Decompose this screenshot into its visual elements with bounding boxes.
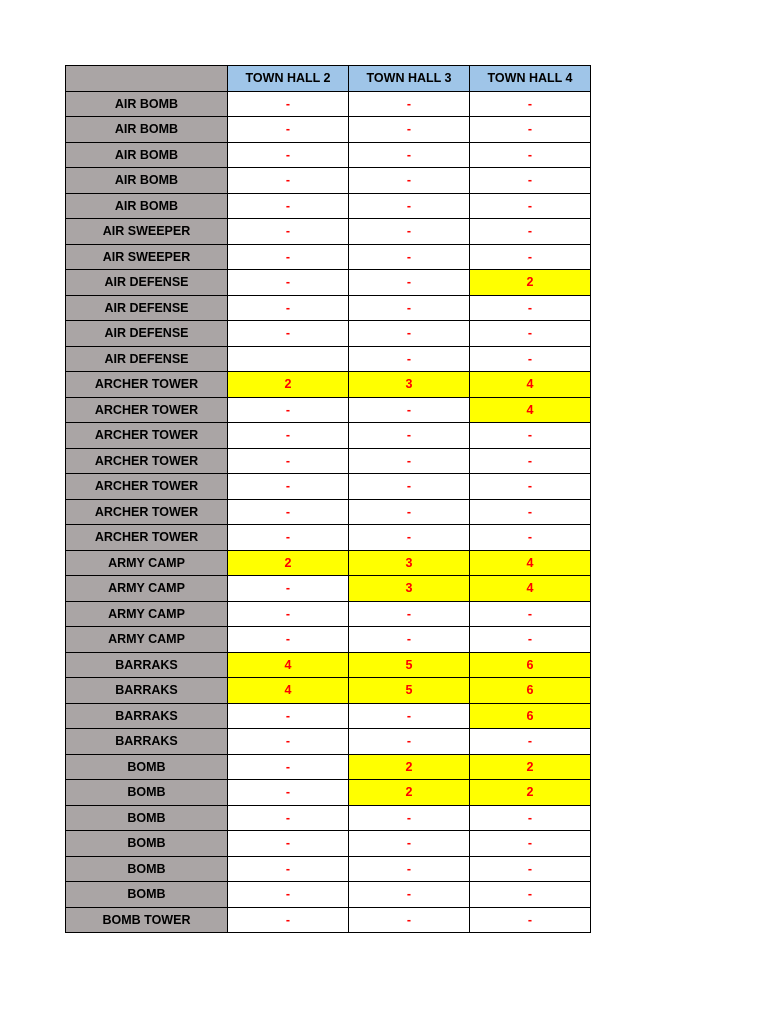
count-cell-town-hall-2: - [228,423,349,449]
building-name-cell: BOMB [66,805,228,831]
table-row [66,805,591,831]
count-cell-town-hall-3: - [349,117,470,143]
count-cell-town-hall-4: 6 [470,652,591,678]
count-cell-town-hall-2: 4 [228,652,349,678]
table-row [66,321,591,347]
count-cell-town-hall-3: - [349,601,470,627]
count-cell-town-hall-3: - [349,91,470,117]
count-cell-town-hall-2: - [228,780,349,806]
count-cell-town-hall-4: - [470,142,591,168]
count-cell-town-hall-3: 5 [349,678,470,704]
count-cell-town-hall-4: - [470,244,591,270]
count-cell-town-hall-3: - [349,346,470,372]
count-cell-town-hall-2: - [228,193,349,219]
building-name-cell: BOMB [66,831,228,857]
count-cell-town-hall-2: - [228,805,349,831]
table-row [66,525,591,551]
count-cell-town-hall-4: 6 [470,703,591,729]
table-row [66,576,591,602]
building-name-cell: AIR DEFENSE [66,295,228,321]
building-name-cell: AIR SWEEPER [66,244,228,270]
table-row [66,372,591,398]
count-cell-town-hall-4: 4 [470,397,591,423]
count-cell-town-hall-2: - [228,321,349,347]
count-cell-town-hall-2: 2 [228,550,349,576]
table-row [66,780,591,806]
building-name-cell: BOMB [66,856,228,882]
count-cell-town-hall-2: - [228,295,349,321]
count-cell-town-hall-2: 4 [228,678,349,704]
count-cell-town-hall-3: - [349,703,470,729]
count-cell-town-hall-2: - [228,499,349,525]
count-cell-town-hall-4: - [470,627,591,653]
building-name-cell: ARMY CAMP [66,627,228,653]
count-cell-town-hall-4: - [470,346,591,372]
table-row [66,729,591,755]
building-name-cell: AIR DEFENSE [66,270,228,296]
count-cell-town-hall-3: - [349,219,470,245]
count-cell-town-hall-4: - [470,805,591,831]
table-row [66,703,591,729]
table-row [66,295,591,321]
count-cell-town-hall-3: - [349,448,470,474]
count-cell-town-hall-2: - [228,576,349,602]
table-row [66,474,591,500]
building-name-cell: AIR DEFENSE [66,346,228,372]
building-name-cell: ARMY CAMP [66,576,228,602]
count-cell-town-hall-4: 2 [470,780,591,806]
count-cell-town-hall-3: 3 [349,372,470,398]
count-cell-town-hall-3: - [349,321,470,347]
building-name-cell: ARCHER TOWER [66,423,228,449]
building-name-cell: BOMB [66,882,228,908]
count-cell-town-hall-3: - [349,856,470,882]
count-cell-town-hall-3: - [349,244,470,270]
table-row [66,678,591,704]
count-cell-town-hall-3: - [349,168,470,194]
count-cell-town-hall-4: - [470,193,591,219]
table-row [66,448,591,474]
count-cell-town-hall-2: - [228,525,349,551]
count-cell-town-hall-2: - [228,907,349,933]
header-row [66,66,591,92]
count-cell-town-hall-4: - [470,117,591,143]
building-name-cell: AIR BOMB [66,91,228,117]
count-cell-town-hall-3: 3 [349,576,470,602]
building-name-cell: ARCHER TOWER [66,372,228,398]
corner-cell [66,66,228,92]
count-cell-town-hall-2: - [228,168,349,194]
table-row [66,91,591,117]
building-name-cell: ARCHER TOWER [66,448,228,474]
town-hall-building-table [65,65,591,933]
count-cell-town-hall-2: - [228,601,349,627]
count-cell-town-hall-3: - [349,193,470,219]
table-row [66,219,591,245]
count-cell-town-hall-3: - [349,729,470,755]
table-row [66,652,591,678]
table-row [66,117,591,143]
count-cell-town-hall-4: - [470,321,591,347]
count-cell-town-hall-3: - [349,907,470,933]
table-row [66,856,591,882]
table-body [66,91,591,933]
table-row [66,193,591,219]
count-cell-town-hall-3: - [349,423,470,449]
count-cell-town-hall-3: - [349,474,470,500]
table-row [66,270,591,296]
count-cell-town-hall-4: - [470,448,591,474]
column-header-town-hall-4: TOWN HALL 4 [470,66,591,92]
count-cell-town-hall-4: - [470,601,591,627]
count-cell-town-hall-2: - [228,117,349,143]
table-row [66,907,591,933]
building-name-cell: ARMY CAMP [66,550,228,576]
building-name-cell: ARCHER TOWER [66,474,228,500]
count-cell-town-hall-2 [228,346,349,372]
count-cell-town-hall-4: 4 [470,576,591,602]
building-name-cell: BOMB TOWER [66,907,228,933]
table-row [66,346,591,372]
table-row [66,142,591,168]
building-name-cell: ARCHER TOWER [66,499,228,525]
count-cell-town-hall-3: - [349,295,470,321]
count-cell-town-hall-2: - [228,448,349,474]
count-cell-town-hall-3: - [349,142,470,168]
count-cell-town-hall-4: 2 [470,270,591,296]
count-cell-town-hall-4: - [470,729,591,755]
count-cell-town-hall-4: - [470,525,591,551]
building-name-cell: ARCHER TOWER [66,397,228,423]
count-cell-town-hall-4: - [470,423,591,449]
count-cell-town-hall-3: - [349,627,470,653]
table-row [66,423,591,449]
count-cell-town-hall-3: - [349,499,470,525]
count-cell-town-hall-3: - [349,882,470,908]
building-name-cell: AIR BOMB [66,193,228,219]
count-cell-town-hall-4: - [470,882,591,908]
building-name-cell: ARMY CAMP [66,601,228,627]
building-name-cell: AIR BOMB [66,168,228,194]
count-cell-town-hall-2: - [228,244,349,270]
count-cell-town-hall-2: - [228,627,349,653]
count-cell-town-hall-2: - [228,91,349,117]
count-cell-town-hall-2: - [228,397,349,423]
count-cell-town-hall-2: - [228,754,349,780]
building-name-cell: BOMB [66,780,228,806]
count-cell-town-hall-2: 2 [228,372,349,398]
table-row [66,397,591,423]
count-cell-town-hall-4: - [470,91,591,117]
count-cell-town-hall-2: - [228,882,349,908]
table-row [66,601,591,627]
table-row [66,831,591,857]
count-cell-town-hall-3: - [349,397,470,423]
count-cell-town-hall-3: - [349,270,470,296]
building-name-cell: AIR SWEEPER [66,219,228,245]
count-cell-town-hall-4: - [470,168,591,194]
table-row [66,550,591,576]
count-cell-town-hall-4: 4 [470,550,591,576]
count-cell-town-hall-2: - [228,142,349,168]
count-cell-town-hall-3: 2 [349,754,470,780]
count-cell-town-hall-4: - [470,856,591,882]
table-row [66,244,591,270]
count-cell-town-hall-3: 3 [349,550,470,576]
count-cell-town-hall-3: - [349,805,470,831]
count-cell-town-hall-3: 2 [349,780,470,806]
table-row [66,499,591,525]
building-name-cell: AIR DEFENSE [66,321,228,347]
count-cell-town-hall-4: 6 [470,678,591,704]
building-name-cell: AIR BOMB [66,117,228,143]
count-cell-town-hall-4: 4 [470,372,591,398]
building-name-cell: BARRAKS [66,678,228,704]
count-cell-town-hall-4: - [470,474,591,500]
building-name-cell: BARRAKS [66,652,228,678]
building-name-cell: BARRAKS [66,729,228,755]
building-name-cell: BOMB [66,754,228,780]
count-cell-town-hall-4: - [470,831,591,857]
count-cell-town-hall-2: - [228,856,349,882]
count-cell-town-hall-2: - [228,219,349,245]
count-cell-town-hall-2: - [228,729,349,755]
table-row [66,754,591,780]
count-cell-town-hall-3: - [349,525,470,551]
count-cell-town-hall-2: - [228,474,349,500]
table-row [66,882,591,908]
count-cell-town-hall-3: - [349,831,470,857]
count-cell-town-hall-4: - [470,907,591,933]
table-row [66,627,591,653]
count-cell-town-hall-2: - [228,703,349,729]
count-cell-town-hall-4: - [470,295,591,321]
count-cell-town-hall-3: 5 [349,652,470,678]
count-cell-town-hall-4: 2 [470,754,591,780]
building-name-cell: BARRAKS [66,703,228,729]
building-name-cell: ARCHER TOWER [66,525,228,551]
table-row [66,168,591,194]
count-cell-town-hall-2: - [228,270,349,296]
count-cell-town-hall-2: - [228,831,349,857]
column-header-town-hall-2: TOWN HALL 2 [228,66,349,92]
building-name-cell: AIR BOMB [66,142,228,168]
count-cell-town-hall-4: - [470,219,591,245]
count-cell-town-hall-4: - [470,499,591,525]
column-header-town-hall-3: TOWN HALL 3 [349,66,470,92]
